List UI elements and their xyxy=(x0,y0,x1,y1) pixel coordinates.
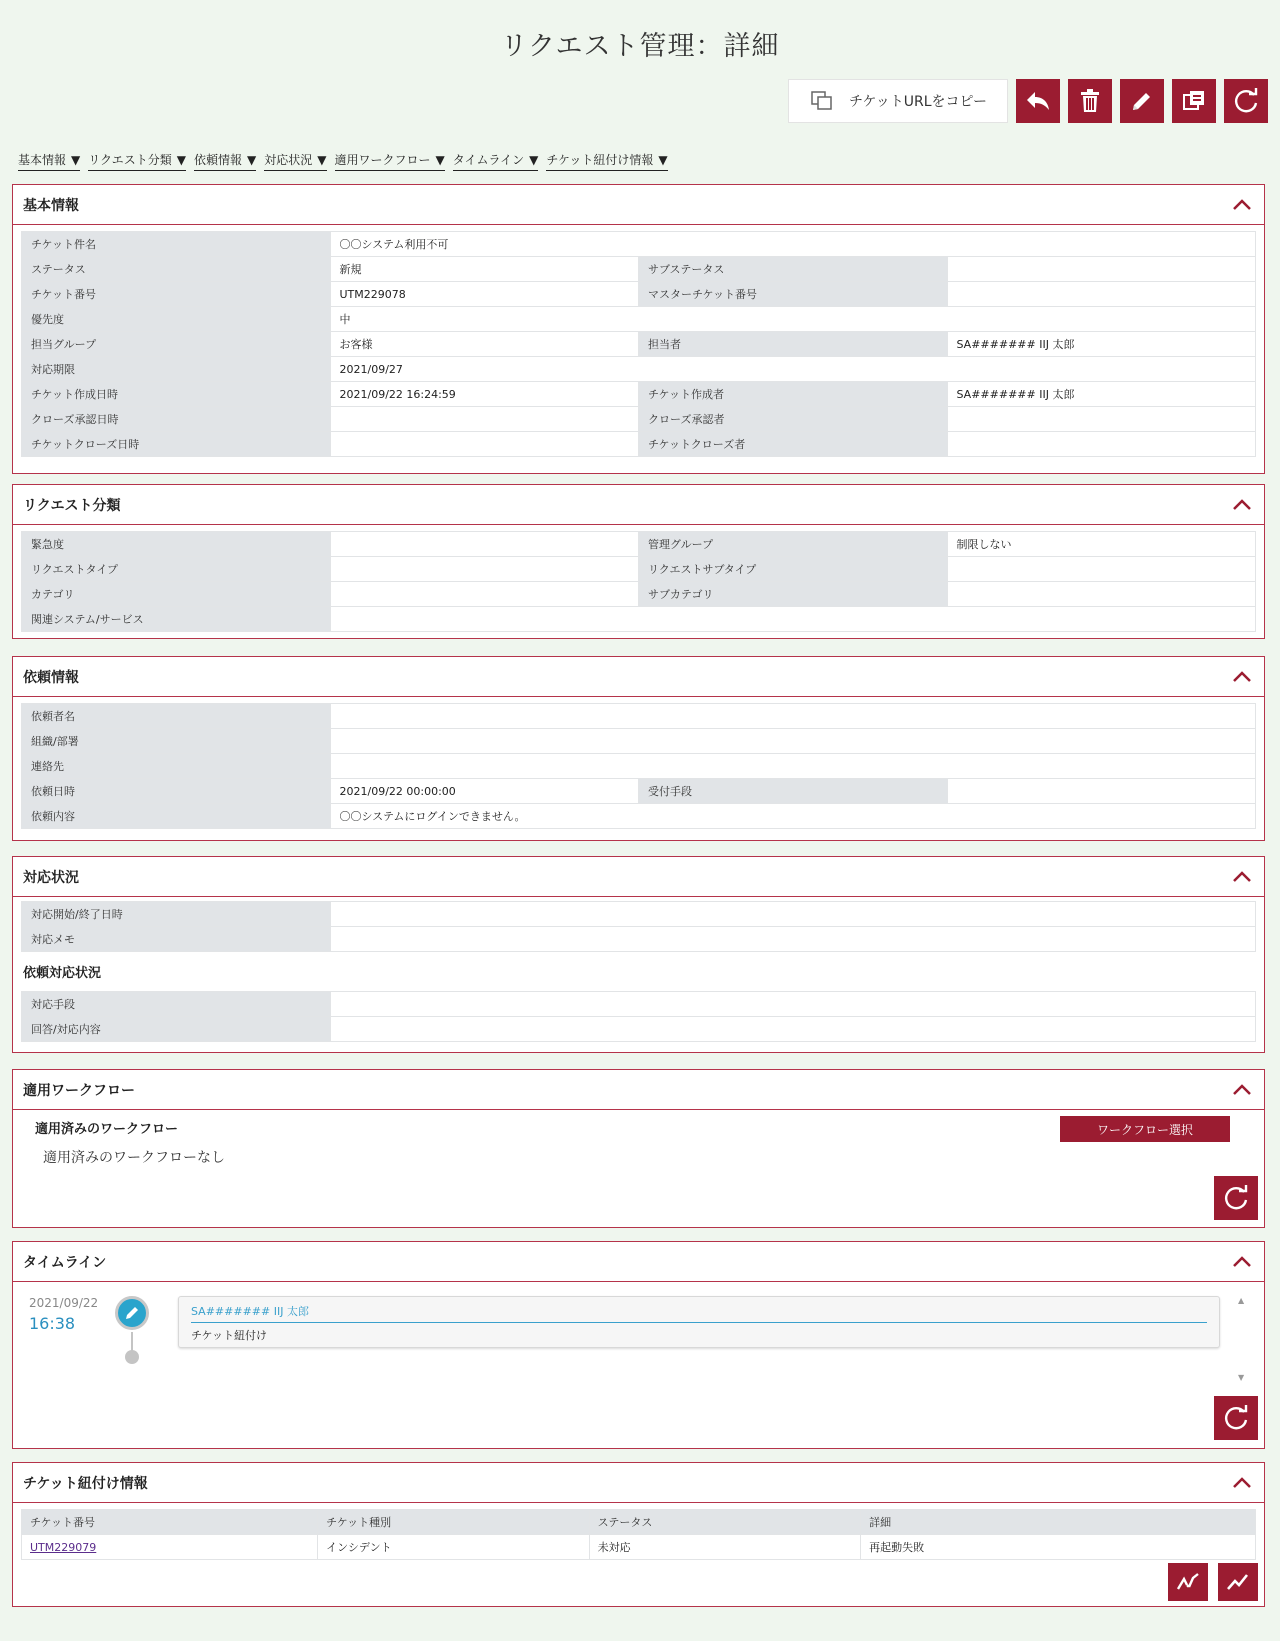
field-label: チケット作成日時 xyxy=(22,382,331,407)
contact-value xyxy=(330,754,1256,779)
reload-button[interactable] xyxy=(1224,79,1268,123)
field-label: チケットクローズ日時 xyxy=(22,432,331,457)
request-date-value: 2021/09/22 00:00:00 xyxy=(330,779,639,804)
triangle-down-icon: ▼ xyxy=(176,152,187,167)
edit-button[interactable] xyxy=(1120,79,1164,123)
management-group-value: 制限しない xyxy=(947,532,1256,557)
nav-workflow[interactable]: 適用ワークフロー ▼ xyxy=(335,151,445,171)
timeline-entry-card xyxy=(178,1296,1220,1348)
no-workflow-text: 適用済みのワークフローなし xyxy=(43,1150,225,1166)
priority-value: 中 xyxy=(330,307,1256,332)
nav-links[interactable]: チケット紐付け情報 ▼ xyxy=(546,151,667,171)
nav-response[interactable]: 対応状況 ▼ xyxy=(264,151,326,171)
section-header xyxy=(13,1242,1264,1282)
field-label: チケット件名 xyxy=(22,232,331,257)
chevron-up-icon[interactable] xyxy=(1230,493,1254,517)
column-header: チケット番号 xyxy=(22,1510,318,1535)
request-info-section xyxy=(12,656,1265,841)
answer-value xyxy=(330,1017,1256,1042)
chevron-up-icon[interactable] xyxy=(1230,1078,1254,1102)
triangle-down-icon: ▼ xyxy=(71,152,81,167)
field-label: チケット作成者 xyxy=(639,382,948,407)
request-subtype-value xyxy=(947,557,1256,582)
chevron-up-icon[interactable] xyxy=(1230,193,1254,217)
response-table xyxy=(21,901,1256,952)
timeline-connector xyxy=(131,1332,133,1352)
nav-basic[interactable]: 基本情報 ▼ xyxy=(18,151,80,171)
field-label: マスターチケット番号 xyxy=(639,282,948,307)
section-header xyxy=(13,485,1264,525)
field-label: 連絡先 xyxy=(22,754,331,779)
subcategory-value xyxy=(947,582,1256,607)
section-title: 基本情報 xyxy=(23,197,79,214)
section-title: チケット紐付け情報 xyxy=(23,1475,148,1492)
link-button[interactable] xyxy=(1218,1563,1258,1601)
section-header xyxy=(13,1463,1264,1503)
ticket-status-cell: 未対応 xyxy=(589,1535,860,1560)
ticket-links-section xyxy=(12,1462,1265,1607)
column-header: 詳細 xyxy=(861,1510,1256,1535)
unlink-icon xyxy=(1175,1571,1201,1593)
chevron-up-icon[interactable] xyxy=(1230,1471,1254,1495)
section-title: 対応状況 xyxy=(23,869,79,886)
table-row xyxy=(22,1535,1256,1560)
field-label: 担当グループ xyxy=(22,332,331,357)
timeline-text: チケット紐付け xyxy=(191,1329,268,1342)
closed-at-value xyxy=(330,432,639,457)
nav-timeline[interactable]: タイムライン ▼ xyxy=(453,151,539,171)
timeline-scrollbar[interactable] xyxy=(1236,1296,1250,1382)
field-label: 対応メモ xyxy=(22,927,331,952)
request-content-value: 〇〇システムにログインできません。 xyxy=(330,804,1256,829)
basic-info-section xyxy=(12,184,1265,474)
field-label: 依頼日時 xyxy=(22,779,331,804)
memo-value xyxy=(330,927,1256,952)
workflow-section xyxy=(12,1069,1265,1228)
timeline-dot xyxy=(125,1350,139,1364)
field-label: サブステータス xyxy=(639,257,948,282)
category-value xyxy=(330,582,639,607)
classification-table xyxy=(21,531,1256,632)
triangle-down-icon: ▼ xyxy=(317,152,327,167)
request-type-value xyxy=(330,557,639,582)
page-title: リクエスト管理：詳細 xyxy=(500,31,780,62)
ticket-number-value: UTM229078 xyxy=(330,282,639,307)
field-label: 組織/部署 xyxy=(22,729,331,754)
workflow-select-button[interactable]: ワークフロー選択 xyxy=(1060,1116,1230,1142)
field-label: 対応手段 xyxy=(22,992,331,1017)
assignee-value: SA####### IIJ 太郎 xyxy=(947,332,1256,357)
field-label: 受付手段 xyxy=(639,779,948,804)
field-label: クローズ承認日時 xyxy=(22,407,331,432)
chevron-up-icon[interactable] xyxy=(1230,665,1254,689)
ticket-detail-cell: 再起動失敗 xyxy=(861,1535,1256,1560)
pencil-icon xyxy=(115,1296,149,1330)
section-title: 適用ワークフロー xyxy=(23,1082,135,1099)
section-title: タイムライン xyxy=(23,1254,107,1271)
substatus-value xyxy=(947,257,1256,282)
delete-button[interactable] xyxy=(1068,79,1112,123)
creator-value: SA####### IIJ 太郎 xyxy=(947,382,1256,407)
field-label: サブカテゴリ xyxy=(639,582,948,607)
channel-value xyxy=(947,779,1256,804)
classification-section xyxy=(12,484,1265,639)
reply-icon xyxy=(1025,90,1051,112)
triangle-down-icon: ▼ xyxy=(247,152,257,167)
ticket-subject-value: 〇〇システム利用不可 xyxy=(330,232,1256,257)
deadline-value: 2021/09/27 xyxy=(330,357,1256,382)
closer-value xyxy=(947,432,1256,457)
applied-workflow-title: 適用済みのワークフロー xyxy=(35,1122,179,1137)
field-label: リクエストタイプ xyxy=(22,557,331,582)
workflow-refresh-button[interactable] xyxy=(1214,1176,1258,1220)
field-label: チケット番号 xyxy=(22,282,331,307)
column-header: チケット種別 xyxy=(318,1510,589,1535)
trash-icon xyxy=(1079,89,1101,113)
period-value xyxy=(330,902,1256,927)
chevron-up-icon[interactable] xyxy=(1230,865,1254,889)
request-info-table xyxy=(21,703,1256,829)
field-label: 回答/対応内容 xyxy=(22,1017,331,1042)
field-label: 管理グループ xyxy=(639,532,948,557)
section-title: 依頼情報 xyxy=(23,669,79,686)
scroll-down-icon[interactable]: ▼ xyxy=(1238,1373,1245,1382)
link-icon xyxy=(1225,1571,1251,1593)
scroll-up-icon[interactable]: ▲ xyxy=(1238,1296,1245,1305)
timeline-list xyxy=(13,1282,1264,1442)
subsection-title: 依頼対応状況 xyxy=(23,966,102,981)
field-label: 依頼内容 xyxy=(22,804,331,829)
column-header: ステータス xyxy=(589,1510,860,1535)
duplicate-icon xyxy=(1182,90,1206,112)
nav-request[interactable]: 依頼情報 ▼ xyxy=(194,151,256,171)
duplicate-button[interactable] xyxy=(1172,79,1216,123)
copy-url-button[interactable] xyxy=(788,79,1008,123)
section-header xyxy=(13,657,1264,697)
field-label: クローズ承認者 xyxy=(639,407,948,432)
request-response-table xyxy=(21,991,1256,1042)
section-title: リクエスト分類 xyxy=(23,497,121,514)
field-label: 関連システム/サービス xyxy=(22,607,331,632)
field-label: 対応開始/終了日時 xyxy=(22,902,331,927)
field-label: カテゴリ xyxy=(22,582,331,607)
refresh-icon xyxy=(1232,87,1260,115)
close-approve-at-value xyxy=(330,407,639,432)
copy-icon xyxy=(811,91,833,111)
field-label: 優先度 xyxy=(22,307,331,332)
field-label: 対応期限 xyxy=(22,357,331,382)
section-nav xyxy=(18,151,668,171)
requester-value xyxy=(330,704,1256,729)
related-system-value xyxy=(330,607,1256,632)
method-value xyxy=(330,992,1256,1017)
section-header xyxy=(13,857,1264,897)
status-value: 新規 xyxy=(330,257,639,282)
ticket-links-table xyxy=(21,1509,1256,1560)
nav-classification[interactable]: リクエスト分類 ▼ xyxy=(88,151,186,171)
response-status-section xyxy=(12,856,1265,1053)
basic-info-table xyxy=(21,231,1256,457)
field-label: 緊急度 xyxy=(22,532,331,557)
toolbar xyxy=(788,79,1268,123)
ticket-type-cell: インシデント xyxy=(318,1535,589,1560)
field-label: ステータス xyxy=(22,257,331,282)
close-approver-value xyxy=(947,407,1256,432)
organization-value xyxy=(330,729,1256,754)
refresh-icon xyxy=(1222,1404,1250,1432)
back-button[interactable] xyxy=(1016,79,1060,123)
section-header xyxy=(13,185,1264,225)
unlink-button[interactable] xyxy=(1168,1563,1208,1601)
pencil-icon xyxy=(1130,89,1154,113)
timeline-refresh-button[interactable] xyxy=(1214,1396,1258,1440)
timeline-date: 2021/09/22 xyxy=(29,1296,99,1310)
created-at-value: 2021/09/22 16:24:59 xyxy=(330,382,639,407)
chevron-up-icon[interactable] xyxy=(1230,1250,1254,1274)
timeline-author: SA####### IIJ 太郎 xyxy=(191,1303,1207,1323)
triangle-down-icon: ▼ xyxy=(435,152,445,167)
field-label: 依頼者名 xyxy=(22,704,331,729)
timeline-time: 16:38 xyxy=(29,1314,76,1333)
triangle-down-icon: ▼ xyxy=(658,152,668,167)
timeline-section xyxy=(12,1241,1265,1449)
copy-url-label: チケットURLをコピー xyxy=(849,94,987,110)
section-header xyxy=(13,1070,1264,1110)
field-label: チケットクローズ者 xyxy=(639,432,948,457)
master-ticket-number-value xyxy=(947,282,1256,307)
field-label: 担当者 xyxy=(639,332,948,357)
linked-ticket-link[interactable]: UTM229079 xyxy=(30,1540,97,1554)
assigned-group-value: お客様 xyxy=(330,332,639,357)
refresh-icon xyxy=(1222,1184,1250,1212)
urgency-value xyxy=(330,532,639,557)
triangle-down-icon: ▼ xyxy=(529,152,539,167)
field-label: リクエストサブタイプ xyxy=(639,557,948,582)
